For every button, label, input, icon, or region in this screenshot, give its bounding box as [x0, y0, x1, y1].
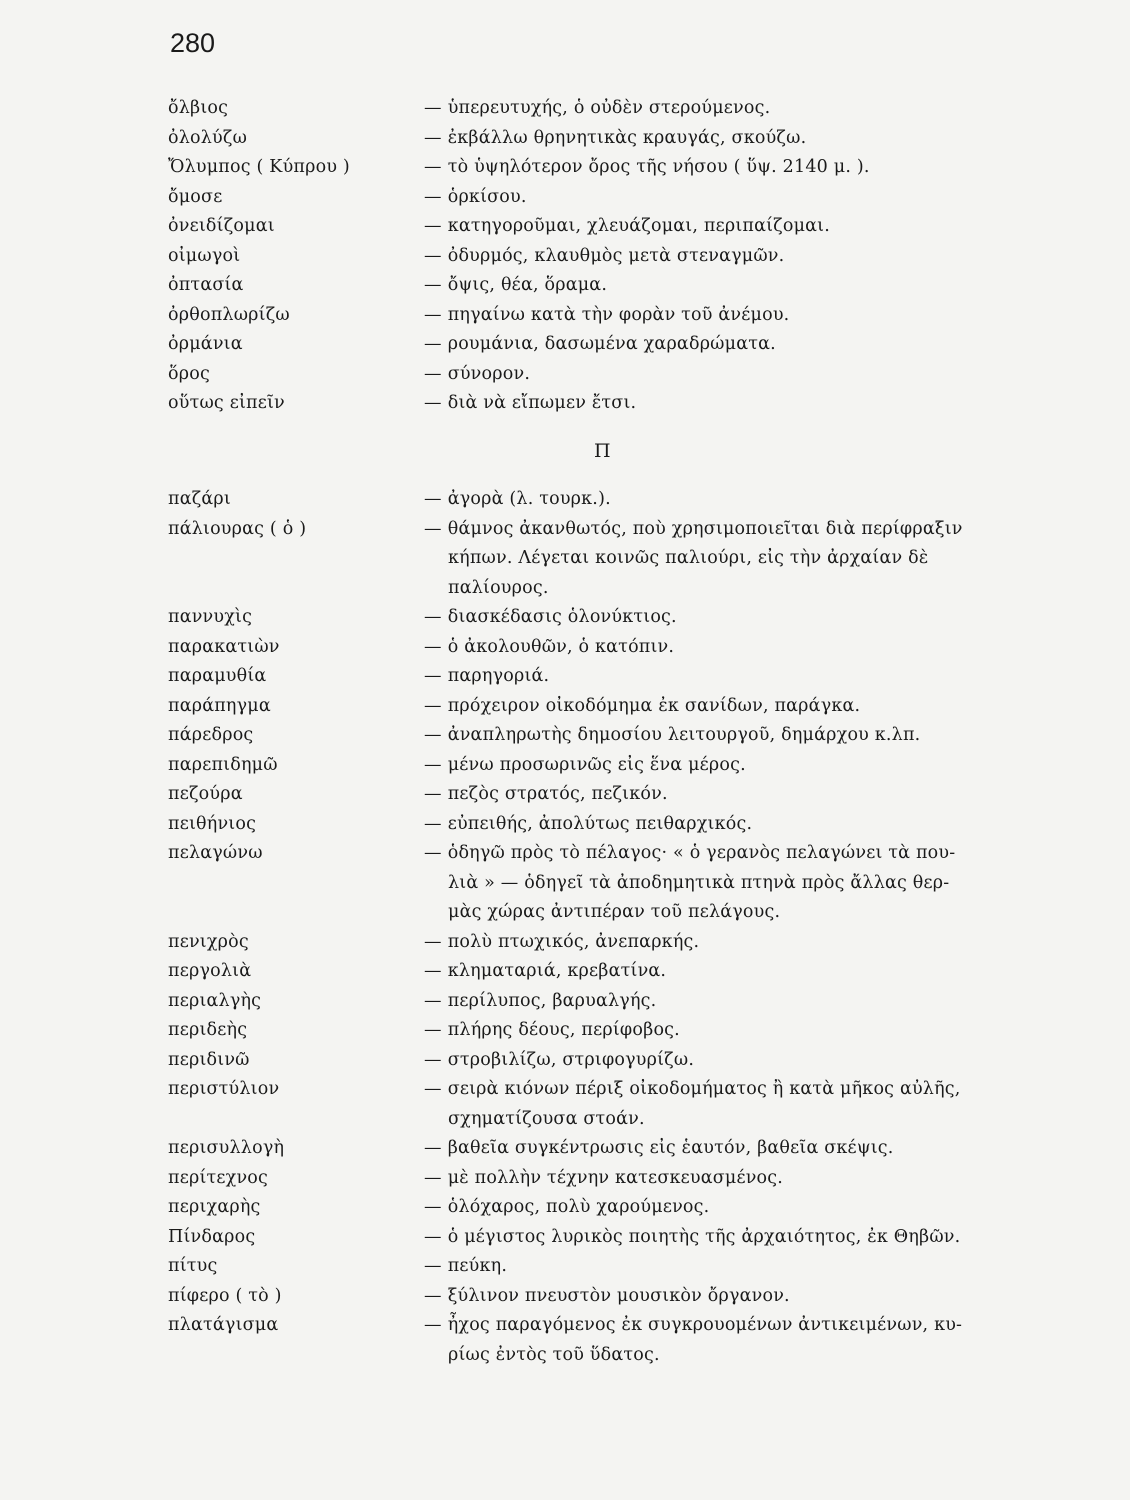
entry-term: περιδινῶ — [168, 1049, 250, 1070]
entry-term: πίτυς — [168, 1256, 218, 1276]
entry-term: πειθήνιος — [168, 813, 257, 834]
definition-line: ρουμάνια, δασωμένα χαραδρώματα. — [447, 334, 776, 354]
em-dash: — — [424, 813, 442, 834]
em-dash: — — [424, 636, 442, 657]
definition-line: ὁλόχαρος, πολὺ χαρούμενος. — [447, 1197, 710, 1217]
definition-line: πεζὸς στρατός, πεζικόν. — [447, 784, 668, 804]
definition-line: σχηματίζουσα στοάν. — [448, 1108, 645, 1129]
entry-term: περισυλλογὴ — [168, 1138, 285, 1158]
entry-definition — [424, 839, 1036, 928]
em-dash: — — [424, 1020, 442, 1040]
em-dash: — — [424, 245, 442, 266]
definition-line: ἀγορὰ (λ. τουρκ.). — [447, 489, 611, 509]
entry-term: ὄλβιος — [168, 98, 229, 118]
entry-term: ὄμοσε — [168, 186, 223, 207]
definition-line: μὰς χώρας ἀντιπέραν τοῦ πελάγους. — [448, 902, 781, 922]
definition-line: κατηγοροῦμαι, χλευάζομαι, περιπαίζομαι. — [447, 216, 831, 236]
entry-definition — [424, 810, 1036, 840]
em-dash: — — [424, 98, 442, 118]
definition-line: παλίουρος. — [448, 577, 549, 598]
entry-definition — [424, 721, 1036, 751]
em-dash: — — [424, 1315, 442, 1335]
entry-term: ὀλολύζω — [168, 127, 248, 148]
entry-term: Ὄλυμπος ( Κύπρου ) — [168, 157, 350, 177]
entry-term: περίτεχνος — [168, 1167, 269, 1188]
em-dash: — — [424, 127, 442, 148]
definition-line: ἦχος παραγόμενος ἐκ συγκρουομένων ἀντικειμένων, κυ- — [447, 1315, 963, 1335]
entry-definition — [424, 330, 1036, 360]
entry-definition — [424, 1223, 1036, 1253]
entry-term: πάλιουρας ( ὁ ) — [168, 518, 307, 539]
em-dash: — — [424, 1079, 442, 1099]
definition-line: ὄψις, θέα, ὅραμα. — [447, 275, 608, 295]
section-heading: Π — [594, 440, 611, 462]
em-dash: — — [424, 304, 442, 325]
definition-line: κληματαριά, κρεβατίνα. — [447, 961, 667, 981]
em-dash: — — [424, 1167, 442, 1188]
em-dash: — — [424, 607, 442, 627]
entry-term: περιχαρὴς — [168, 1197, 261, 1217]
entry-definition — [424, 485, 1036, 515]
entry-term: περιστύλιον — [168, 1079, 280, 1099]
entry-term: οὕτως εἰπεῖν — [168, 393, 285, 413]
em-dash: — — [424, 725, 442, 745]
definition-line: πρόχειρον οἰκοδόμημα ἐκ σανίδων, παράγκα. — [447, 695, 861, 716]
entry-definition — [424, 957, 1036, 987]
em-dash: — — [424, 186, 442, 207]
definition-line: μένω προσωρινῶς εἰς ἕνα μέρος. — [447, 754, 746, 775]
entry-definition — [424, 751, 1036, 781]
page-number: 280 — [170, 28, 216, 58]
em-dash: — — [424, 666, 442, 686]
entry-term: περγολιὰ — [168, 961, 252, 981]
definition-line: κήπων. Λέγεται κοινῶς παλιούρι, εἰς τὴν ἀρχαίαν δὲ — [448, 548, 929, 568]
definition-line: ὁρκίσου. — [447, 186, 527, 207]
definition-line: περίλυπος, βαρυαλγής. — [447, 990, 657, 1011]
entry-definition — [424, 1193, 1036, 1223]
entry-definition — [424, 389, 1036, 419]
entry-term: περιδεὴς — [168, 1020, 248, 1040]
em-dash: — — [424, 489, 442, 509]
entry-definition — [424, 124, 1036, 154]
em-dash: — — [424, 754, 442, 775]
entry-definition — [424, 153, 1036, 183]
em-dash: — — [424, 1256, 442, 1276]
definition-line: πλήρης δέους, περίφοβος. — [447, 1020, 680, 1040]
definition-line: μὲ πολλὴν τέχνην κατεσκευασμένος. — [447, 1167, 784, 1188]
entry-term: ὀρμάνια — [168, 334, 243, 354]
entry-definition — [424, 662, 1036, 692]
entry-definition — [424, 1134, 1036, 1164]
em-dash: — — [424, 961, 442, 981]
definition-line: ὑπερευτυχής, ὁ οὐδὲν στερούμενος. — [447, 98, 771, 118]
entry-definition — [424, 780, 1036, 810]
em-dash: — — [424, 843, 442, 863]
definition-line: παρηγοριά. — [447, 666, 550, 686]
em-dash: — — [424, 518, 442, 539]
definition-line: ὁ ἀκολουθῶν, ὁ κατόπιν. — [447, 636, 675, 657]
entry-term: παραμυθία — [168, 666, 267, 686]
entry-definition — [424, 183, 1036, 213]
entry-definition — [424, 242, 1036, 272]
entry-definition — [424, 1164, 1036, 1194]
entry-term: ὀπτασία — [168, 275, 244, 295]
definition-line: πηγαίνω κατὰ τὴν φορὰν τοῦ ἀνέμου. — [447, 304, 790, 325]
definition-line: πεύκη. — [447, 1256, 508, 1276]
entry-term: οἰμωγοὶ — [168, 245, 241, 266]
definition-line: λιὰ » — ὁδηγεῖ τὰ ἀποδημητικὰ πτηνὰ πρὸς ἄλλας θερ- — [448, 872, 950, 893]
entry-term: πίφερο ( τὸ ) — [168, 1285, 282, 1306]
em-dash: — — [424, 393, 442, 413]
entry-term: παρεπιδημῶ — [168, 754, 278, 775]
entry-definition — [424, 1282, 1036, 1312]
entry-definition — [424, 633, 1036, 663]
entry-term: πάρεδρος — [168, 725, 254, 745]
definition-line: σύνορον. — [447, 363, 531, 384]
entry-definition — [424, 212, 1036, 242]
entry-term: παρακατιὼν — [168, 636, 280, 657]
definition-line: διασκέδασις ὁλονύκτιος. — [447, 607, 677, 627]
entry-term: παζάρι — [168, 489, 231, 509]
entry-definition — [424, 1252, 1036, 1282]
em-dash: — — [424, 1138, 442, 1158]
entry-term: ὀνειδίζομαι — [168, 216, 275, 236]
entry-definition — [424, 603, 1036, 633]
definition-line: ξύλινον πνευστὸν μουσικὸν ὄργανον. — [447, 1285, 790, 1306]
entry-definition — [424, 301, 1036, 331]
entry-definition — [424, 1016, 1036, 1046]
em-dash: — — [424, 784, 442, 804]
entry-term: Πίνδαρος — [168, 1226, 256, 1247]
em-dash: — — [424, 1197, 442, 1217]
entry-definition — [424, 928, 1036, 958]
em-dash: — — [424, 363, 442, 384]
em-dash: — — [424, 931, 442, 952]
entry-term: πελαγώνω — [168, 843, 263, 863]
em-dash: — — [424, 334, 442, 354]
em-dash: — — [424, 1049, 442, 1070]
entry-term: ὀρθοπλωρίζω — [168, 304, 290, 325]
entry-definition — [424, 1311, 1036, 1370]
entry-term: πενιχρὸς — [168, 931, 249, 952]
em-dash: — — [424, 1226, 442, 1247]
definition-line: σειρὰ κιόνων πέριξ οἰκοδομήματος ἢ κατὰ μῆκος αὐλῆς, — [447, 1079, 961, 1099]
definition-line: στροβιλίζω, στριφογυρίζω. — [447, 1049, 695, 1070]
definition-line: βαθεῖα συγκέντρωσις εἰς ἑαυτόν, βαθεῖα σκέψις. — [447, 1138, 894, 1158]
definition-line: ἐκβάλλω θρηνητικὰς κραυγάς, σκούζω. — [447, 127, 807, 148]
entry-definition — [424, 515, 1036, 604]
entry-definition — [424, 1046, 1036, 1076]
em-dash: — — [424, 157, 442, 177]
entry-term: ὅρος — [168, 363, 210, 384]
definition-line: πολὺ πτωχικός, ἀνεπαρκής. — [447, 931, 700, 952]
entry-definition — [424, 94, 1036, 124]
em-dash: — — [424, 1285, 442, 1306]
entry-definition — [424, 1075, 1036, 1134]
entry-term: παννυχὶς — [168, 607, 253, 627]
em-dash: — — [424, 695, 442, 716]
em-dash: — — [424, 216, 442, 236]
definition-line: ἀναπληρωτὴς δημοσίου λειτουργοῦ, δημάρχου κ.λπ. — [447, 725, 921, 745]
entry-term: περιαλγὴς — [168, 990, 262, 1011]
entry-definition — [424, 692, 1036, 722]
definition-line: ὁδηγῶ πρὸς τὸ πέλαγος· « ὁ γερανὸς πελαγώνει τὰ που- — [447, 843, 956, 863]
entry-term: παράπηγμα — [168, 695, 271, 716]
definition-line: θάμνος ἀκανθωτός, ποὺ χρησιμοποιεῖται διὰ περίφραξιν — [447, 518, 963, 539]
em-dash: — — [424, 275, 442, 295]
entry-definition — [424, 987, 1036, 1017]
entry-term: πεζούρα — [168, 784, 243, 804]
definition-line: ὁ μέγιστος λυρικὸς ποιητὴς τῆς ἀρχαιότητος, ἐκ Θηβῶν. — [447, 1226, 961, 1247]
definition-line: διὰ νὰ εἴπωμεν ἔτσι. — [447, 393, 637, 413]
definition-line: εὐπειθής, ἀπολύτως πειθαρχικός. — [447, 813, 753, 834]
entry-definition — [424, 271, 1036, 301]
entry-definition — [424, 360, 1036, 390]
definition-line: τὸ ὑψηλότερον ὄρος τῆς νήσου ( ὕψ. 2140 μ. ). — [447, 157, 870, 177]
definition-line: ρίως ἐντὸς τοῦ ὕδατος. — [448, 1344, 660, 1365]
entry-term: πλατάγισμα — [168, 1315, 279, 1335]
definition-line: ὀδυρμός, κλαυθμὸς μετὰ στεναγμῶν. — [447, 245, 785, 266]
em-dash: — — [424, 990, 442, 1011]
